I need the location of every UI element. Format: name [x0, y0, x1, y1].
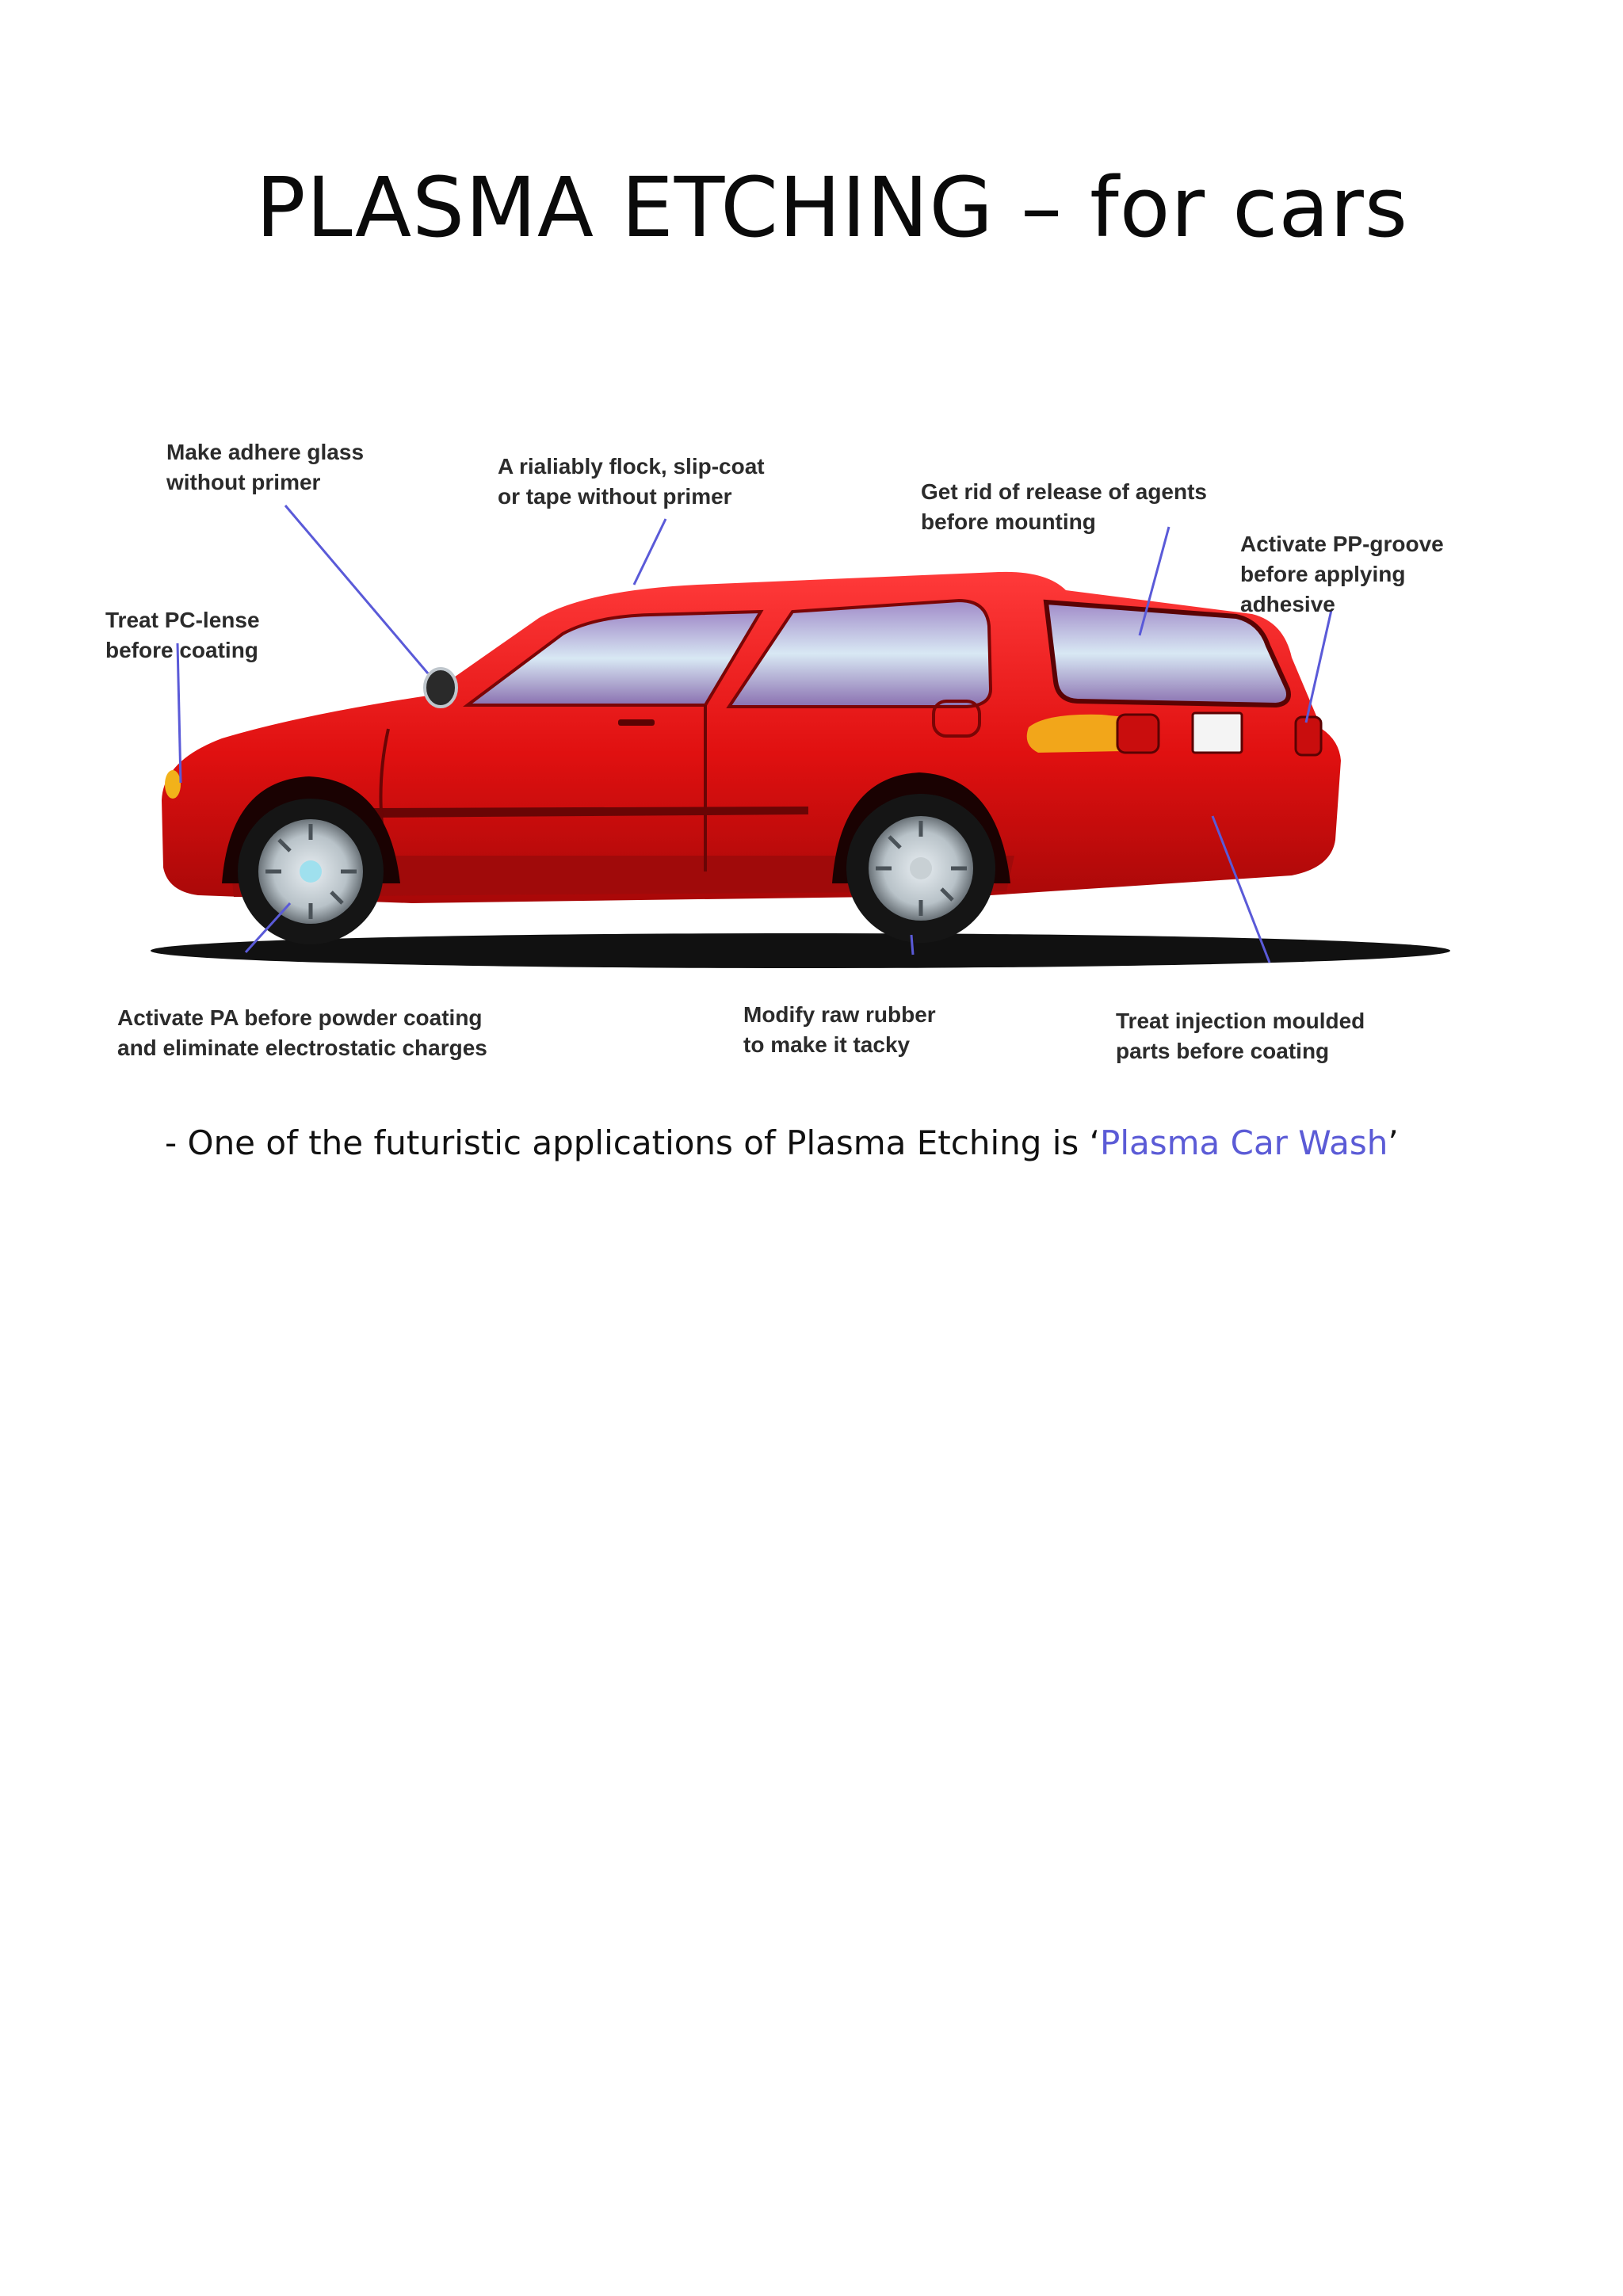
callout-flock: A rialiably flock, slip-coat or tape without primer: [498, 454, 765, 509]
tail-light-red: [1117, 715, 1159, 753]
callout-pp-groove: Activate PP-groove before applying adhesive: [1240, 532, 1444, 616]
page-title: PLASMA ETCHING – for cars: [255, 159, 1409, 256]
callout-release: Get rid of release of agents before mounting: [921, 479, 1207, 534]
callout-pa-powder: Activate PA before powder coating and eliminate electrostatic charges: [117, 1005, 487, 1060]
side-mirror: [425, 669, 456, 707]
front-light: [165, 770, 181, 799]
bullet-text: [165, 1123, 1399, 1162]
license-plate: [1193, 713, 1242, 753]
car-diagram: [95, 428, 1506, 1077]
tail-light-rear: [1296, 717, 1321, 755]
bullet-suffix: ’: [1388, 1123, 1399, 1162]
callout-glass: Make adhere glass without primer: [166, 440, 365, 494]
bullet-prefix: - One of the futuristic applications of Plasma Etching is ‘: [165, 1123, 1100, 1162]
car-illustration: [95, 428, 1506, 1077]
callout-rubber: Modify raw rubber to make it tacky: [743, 1002, 936, 1057]
door-handle: [618, 719, 655, 726]
bullet-highlight: Plasma Car Wash: [1100, 1123, 1388, 1162]
ground-shadow: [151, 933, 1450, 968]
callout-injection: Treat injection moulded parts before coating: [1116, 1009, 1365, 1063]
callout-pc-lense: Treat PC-lense before coating: [105, 608, 260, 662]
rear-wheel: [846, 794, 995, 943]
front-wheel: [238, 799, 384, 944]
